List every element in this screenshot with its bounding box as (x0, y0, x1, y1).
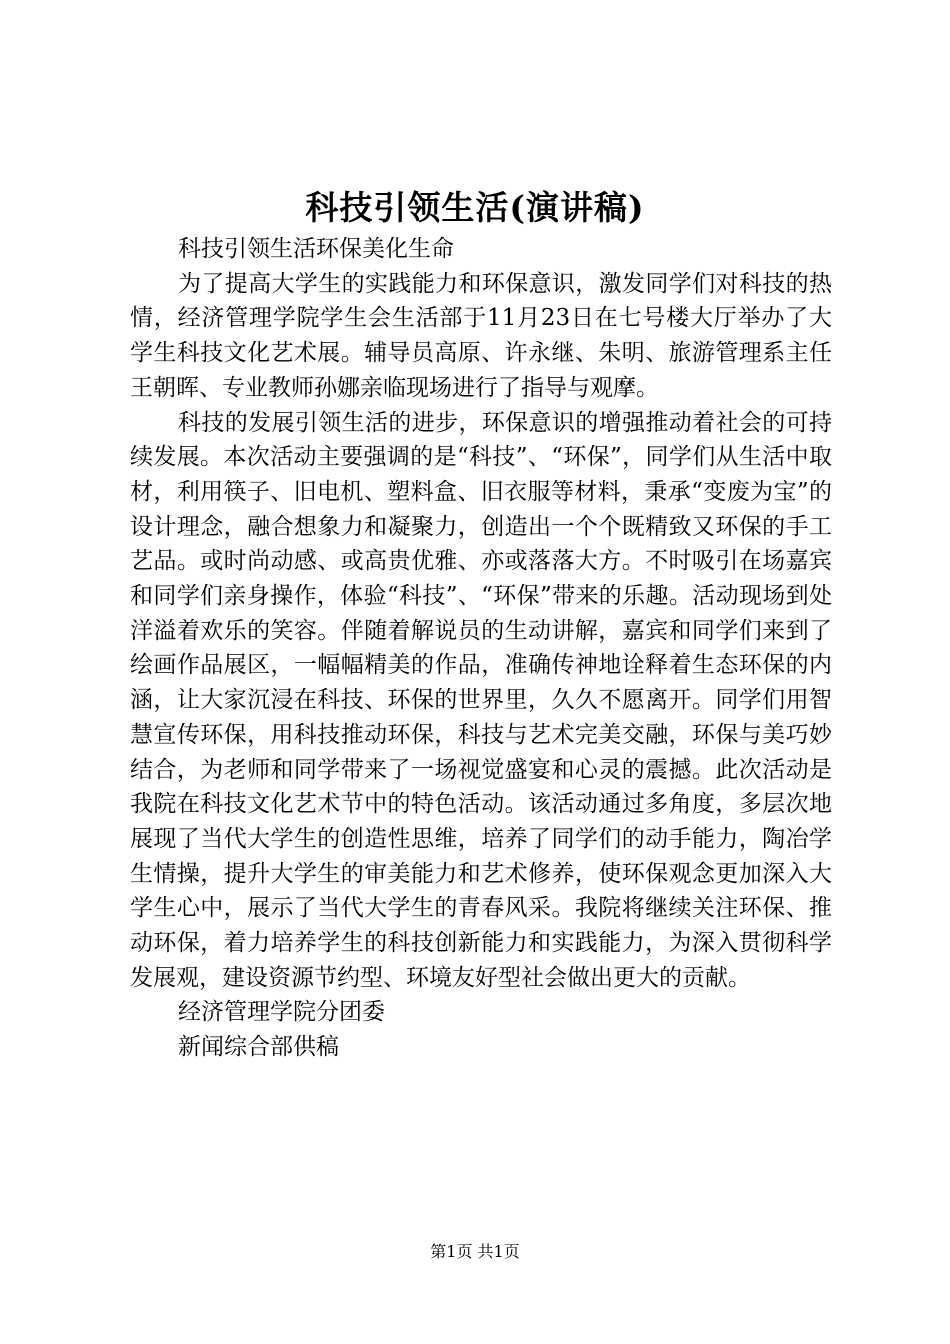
paragraph-intro: 为了提高大学生的实践能力和环保意识，激发同学们对科技的热情，经济管理学院学生会生活部于11月23日在七号楼大厅举办了大学生科技文化艺术展。辅导员高原、许永继、朱明、旅游管理系主任王朝晖、专业教师孙娜亲临现场进行了指导与观摩。 (130, 270, 832, 401)
paragraph-main: 科技的发展引领生活的进步，环保意识的增强推动着社会的可持续发展。本次活动主要强调的是“科技”、“环保”，同学们从生活中取材，利用筷子、旧电机、塑料盒、旧衣服等材料，秉承“变废为宝”的设计理念，融合想象力和凝聚力，创造出一个个既精致又环保的手工艺品。或时尚动感、或高贵优雅、亦或落落大方。不时吸引在场嘉宾和同学们亲身操作，体验“科技”、“环保”带来的乐趣。活动现场到处洋溢着欢乐的笑容。伴随着解说员的生动讲解，嘉宾和同学们来到了绘画作品展区，一幅幅精美的作品，准确传神地诠释着生态环保的内涵，让大家沉浸在科技、环保的世界里，久久不愿离开。同学们用智慧宣传环保，用科技推动环保，科技与艺术完美交融，环保与美巧妙结合，为老师和同学带来了一场视觉盛宴和心灵的震撼。此次活动是我院在科技文化艺术节中的特色活动。该活动通过多角度，多层次地展现了当代大学生的创造性思维，培养了同学们的动手能力，陶冶学生情操，提升大学生的审美能力和艺术修养，使环保观念更加深入大学生心中，展示了当代大学生的青春风采。我院将继续关注环保、推动环保，着力培养学生的科技创新能力和实践能力，为深入贯彻科学发展观，建设资源节约型、环境友好型社会做出更大的贡献。 (130, 409, 832, 991)
signature-dept: 新闻综合部供稿 (178, 1034, 339, 1061)
page-title: 科技引领生活(演讲稿) (305, 188, 645, 227)
document-body (130, 232, 832, 1065)
page-number: 第1页 共1页 (430, 1242, 520, 1261)
signature-org: 经济管理学院分团委 (178, 999, 385, 1026)
subtitle: 科技引领生活环保美化生命 (178, 236, 454, 262)
